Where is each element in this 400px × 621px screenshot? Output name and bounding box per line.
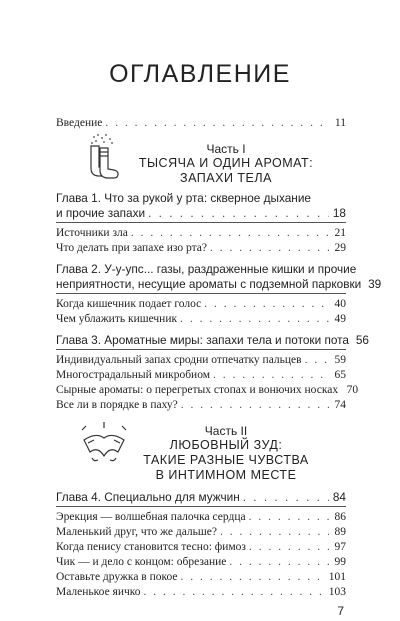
divider bbox=[56, 222, 346, 223]
leader-dots bbox=[249, 541, 329, 553]
entry-page: 89 bbox=[334, 526, 346, 538]
leader-dots bbox=[213, 369, 329, 381]
toc-entry-section[interactable] bbox=[56, 541, 346, 553]
leader-dots bbox=[131, 227, 329, 239]
entry-title: и прочие запахи bbox=[56, 206, 146, 220]
entry-title: Чем ублажить кишечник bbox=[56, 313, 178, 325]
entry-page: 11 bbox=[334, 117, 346, 129]
divider bbox=[56, 506, 346, 507]
chapter-1-title-line[interactable]: Глава 1. Что за рукой у рта: скверное дыхание bbox=[56, 191, 311, 205]
entry-page: 29 bbox=[334, 242, 346, 254]
toc-entry-section[interactable] bbox=[56, 242, 346, 254]
entry-page: 103 bbox=[328, 586, 346, 598]
leader-dots bbox=[204, 298, 329, 310]
toc-entry-chapter-1[interactable] bbox=[56, 206, 346, 220]
entry-title: Чик — и дело с концом: обрезание bbox=[56, 556, 227, 568]
leader-dots bbox=[243, 490, 329, 504]
entry-title: Эрекция — волшебная палочка сердца bbox=[56, 511, 246, 523]
leader-dots bbox=[229, 556, 329, 568]
chapter-2-title-line[interactable]: Глава 2. У-у-упс... газы, раздраженные кишки и прочие bbox=[56, 262, 357, 276]
leader-dots bbox=[144, 586, 326, 598]
toc-entry-section[interactable] bbox=[56, 298, 346, 310]
toc-entry-section[interactable] bbox=[56, 384, 359, 396]
entry-page: 74 bbox=[334, 399, 346, 411]
toc-entry-section[interactable] bbox=[56, 511, 346, 523]
part-number: Часть I bbox=[206, 142, 246, 156]
entry-title: Сырные ароматы: о перегретых стопах и вонючих носках bbox=[56, 384, 339, 396]
entry-title: Маленький друг, что же дальше? bbox=[56, 526, 217, 538]
toc-entry-section[interactable] bbox=[56, 571, 346, 583]
entry-page: 101 bbox=[328, 571, 346, 583]
toc-entry-chapter-4[interactable] bbox=[56, 490, 346, 504]
leader-dots bbox=[305, 354, 329, 366]
entry-title: Все ли в порядке в паху? bbox=[56, 399, 178, 411]
entry-title: Что делать при запахе изо рта? bbox=[56, 242, 207, 254]
toc-entry-section[interactable] bbox=[56, 354, 346, 366]
leader-dots bbox=[148, 206, 329, 220]
entry-page: 84 bbox=[332, 490, 346, 504]
toc-entry-section[interactable] bbox=[56, 586, 346, 598]
entry-page: 97 bbox=[334, 541, 346, 553]
entry-title: Глава 3. Ароматные миры: запахи тела и потоки пота bbox=[56, 333, 349, 347]
page-title: ОГЛАВЛЕНИЕ bbox=[109, 60, 291, 88]
leader-dots bbox=[181, 571, 326, 583]
leader-dots bbox=[105, 117, 329, 129]
page-number: 7 bbox=[337, 604, 344, 618]
entry-page: 86 bbox=[334, 511, 346, 523]
part-title-line: ЛЮБОВНЫЙ ЗУД: bbox=[169, 438, 283, 452]
entry-title: Индивидуальный запах сродни отпечатку пальцев bbox=[56, 354, 302, 366]
divider bbox=[56, 349, 346, 350]
leader-dots bbox=[180, 313, 329, 325]
entry-page: 59 bbox=[334, 354, 346, 366]
part-title-line: В ИНТИМНОМ МЕСТЕ bbox=[155, 468, 297, 482]
entry-page: 21 bbox=[334, 227, 346, 239]
entry-page: 40 bbox=[334, 298, 346, 310]
toc-entry-section[interactable] bbox=[56, 313, 346, 325]
divider bbox=[56, 293, 346, 294]
entry-title: Когда кишечник подает голос bbox=[56, 298, 202, 310]
part-heading-2 bbox=[96, 424, 356, 483]
toc-entry-intro[interactable] bbox=[56, 117, 346, 129]
leader-dots bbox=[210, 242, 329, 254]
part-number: Часть II bbox=[204, 424, 248, 438]
entry-title: Глава 4. Специально для мужчин bbox=[56, 490, 240, 504]
entry-title: Маленькое яичко bbox=[56, 586, 141, 598]
toc-entry-chapter-2[interactable] bbox=[56, 277, 382, 291]
toc-entry-section[interactable] bbox=[56, 369, 346, 381]
part-title-line: ТЫСЯЧА И ОДИН АРОМАТ: bbox=[138, 156, 314, 170]
part-heading-1 bbox=[96, 142, 356, 186]
entry-title: неприятности, несущие ароматы с подземной парковки bbox=[56, 277, 362, 291]
entry-title: Введение bbox=[56, 117, 103, 129]
entry-title: Когда пенису становится тесно: фимоз bbox=[56, 541, 246, 553]
toc-entry-section[interactable] bbox=[56, 556, 346, 568]
entry-title: Многострадальный микробиом bbox=[56, 369, 211, 381]
toc-entry-section[interactable] bbox=[56, 227, 346, 239]
entry-page: 18 bbox=[332, 206, 346, 220]
leader-dots bbox=[181, 399, 329, 411]
entry-page: 39 bbox=[368, 277, 382, 291]
toc-entry-chapter-3[interactable] bbox=[56, 333, 369, 347]
entry-page: 70 bbox=[346, 384, 359, 396]
entry-page: 65 bbox=[334, 369, 346, 381]
part-title-line: ЗАПАХИ ТЕЛА bbox=[180, 171, 272, 185]
entry-title: Оставьте дружка в покое bbox=[56, 571, 178, 583]
entry-title: Источники зла bbox=[56, 227, 128, 239]
leader-dots bbox=[220, 526, 329, 538]
part-title-line: ТАКИЕ РАЗНЫЕ ЧУВСТВА bbox=[143, 453, 309, 467]
entry-page: 49 bbox=[334, 313, 346, 325]
toc-entry-section[interactable] bbox=[56, 526, 346, 538]
leader-dots bbox=[249, 511, 329, 523]
entry-page: 99 bbox=[334, 556, 346, 568]
toc-entry-section[interactable] bbox=[56, 399, 346, 411]
entry-page: 56 bbox=[355, 333, 369, 347]
